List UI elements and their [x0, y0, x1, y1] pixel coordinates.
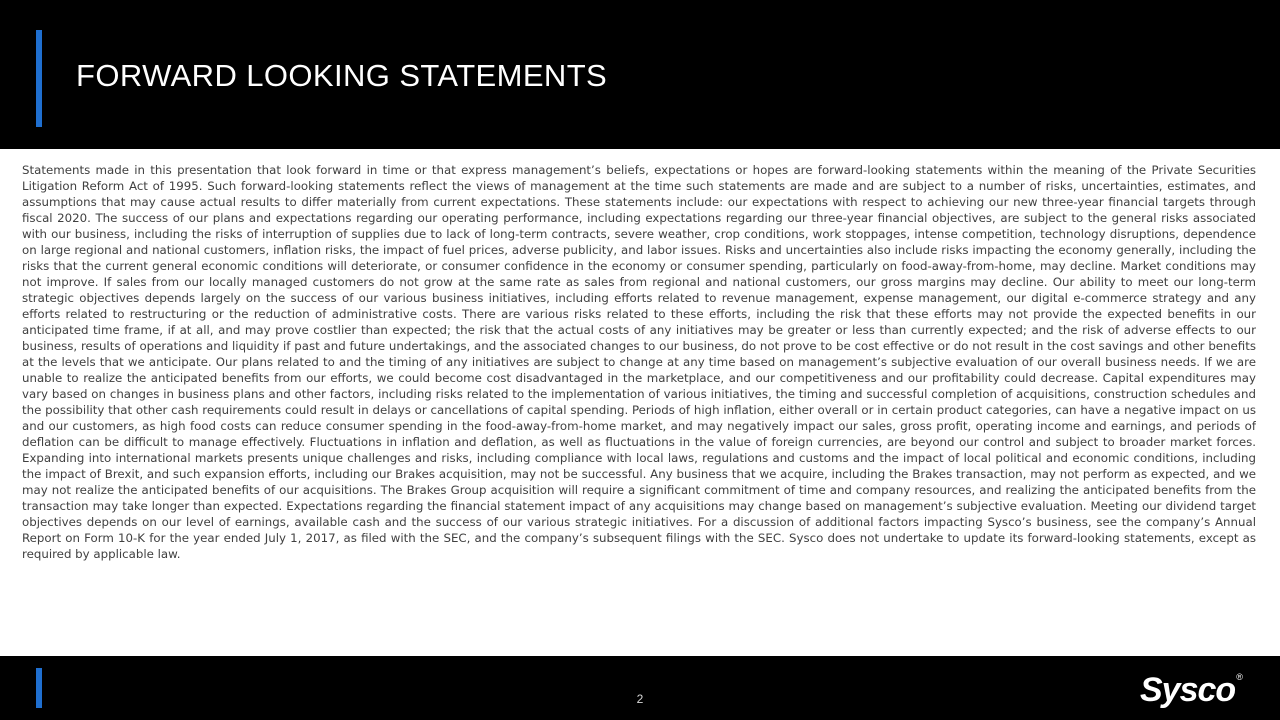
slide-title: FORWARD LOOKING STATEMENTS: [76, 58, 608, 93]
sysco-logo: [1140, 670, 1242, 710]
footer-accent-bar: [36, 668, 42, 708]
page-number: 2: [636, 692, 644, 706]
header-accent-bar: [36, 30, 42, 127]
disclaimer-text: Statements made in this presentation that look forward in time or that express management’s beliefs, expectations or hopes are forward-looking statements within the meaning of the Private Securities Litigation Reform Act of 1995. Such forward-looking statements reflect the views of management at the time such statements are made and are subject to a number of risks, uncertainties, estimates, and assumptions that may cause actual results to differ materially from current expectations. These statements include: our expectations with respect to achieving our new three-year financial targets through fiscal 2020. The success of our plans and expectations regarding our operating performance, including expectations regarding our three-year financial objectives, are subject to the general risks associated with our business, including the risks of interruption of supplies due to lack of long-term contracts, severe weather, crop conditions, work stoppages, intense competition, technology disruptions, dependence on large regional and national customers, inflation risks, the impact of fuel prices, adverse publicity, and labor issues. Risks and uncertainties also include risks impacting the economy generally, including the risks that the current general economic conditions will deteriorate, or consumer confidence in the economy or consumer spending, particularly on food-away-from-home, may decline. Market conditions may not improve. If sales from our locally managed customers do not grow at the same rate as sales from regional and national customers, our gross margins may decline. Our ability to meet our long-term strategic objectives depends largely on the success of our various business initiatives, including efforts related to revenue management, expense management, our digital e-commerce strategy and any efforts related to restructuring or the reduction of administrative costs. There are various risks related to these efforts, including the risk that these efforts may not provide the expected benefits in our anticipated time frame, if at all, and may prove costlier than expected; the risk that the actual costs of any initiatives may be greater or less than currently expected; and the risk of adverse effects to our business, results of operations and liquidity if past and future undertakings, and the associated changes to our business, do not prove to be cost effective or do not result in the cost savings and other benefits at the levels that we anticipate. Our plans related to and the timing of any initiatives are subject to change at any time based on management’s subjective evaluation of our overall business needs. If we are unable to realize the anticipated benefits from our efforts, we could become cost disadvantaged in the marketplace, and our competitiveness and our profitability could decrease. Capital expenditures may vary based on changes in business plans and other factors, including risks related to the implementation of various initiatives, the timing and successful completion of acquisitions, construction schedules and the possibility that other cash requirements could result in delays or cancellations of capital spending. Periods of high inflation, either overall or in certain product categories, can have a negative impact on us and our customers, as high food costs can reduce consumer spending in the food-away-from-home market, and may negatively impact our sales, gross profit, operating income and earnings, and periods of deflation can be difficult to manage effectively. Fluctuations in inflation and deflation, as well as fluctuations in the value of foreign currencies, are beyond our control and subject to broader market forces. Expanding into international markets presents unique challenges and risks, including compliance with local laws, regulations and customs and the impact of local political and economic conditions, including the impact of Brexit, and such expansion efforts, including our Brakes acquisition, may not be successful. Any business that we acquire, including the Brakes transaction, may not perform as expected, and we may not realize the anticipated benefits of our acquisitions. The Brakes Group acquisition will require a significant commitment of time and company resources, and realizing the anticipated benefits from the transaction may take longer than expected. Expectations regarding the financial statement impact of any acquisitions may change based on management’s subjective evaluation. Meeting our dividend target objectives depends on our level of earnings, available cash and the success of our various strategic initiatives. For a discussion of additional factors impacting Sysco’s business, see the company’s Annual Report on Form 10-K for the year ended July 1, 2017, as filed with the SEC, and the company’s subsequent filings with the SEC. Sysco does not undertake to update its forward-looking statements, except as required by applicable law.: [22, 163, 1256, 561]
header-bar: [0, 0, 1280, 149]
logo-wordmark: Sysco: [1140, 671, 1236, 709]
registered-mark: ®: [1236, 672, 1242, 682]
footer-bar: [0, 656, 1280, 720]
